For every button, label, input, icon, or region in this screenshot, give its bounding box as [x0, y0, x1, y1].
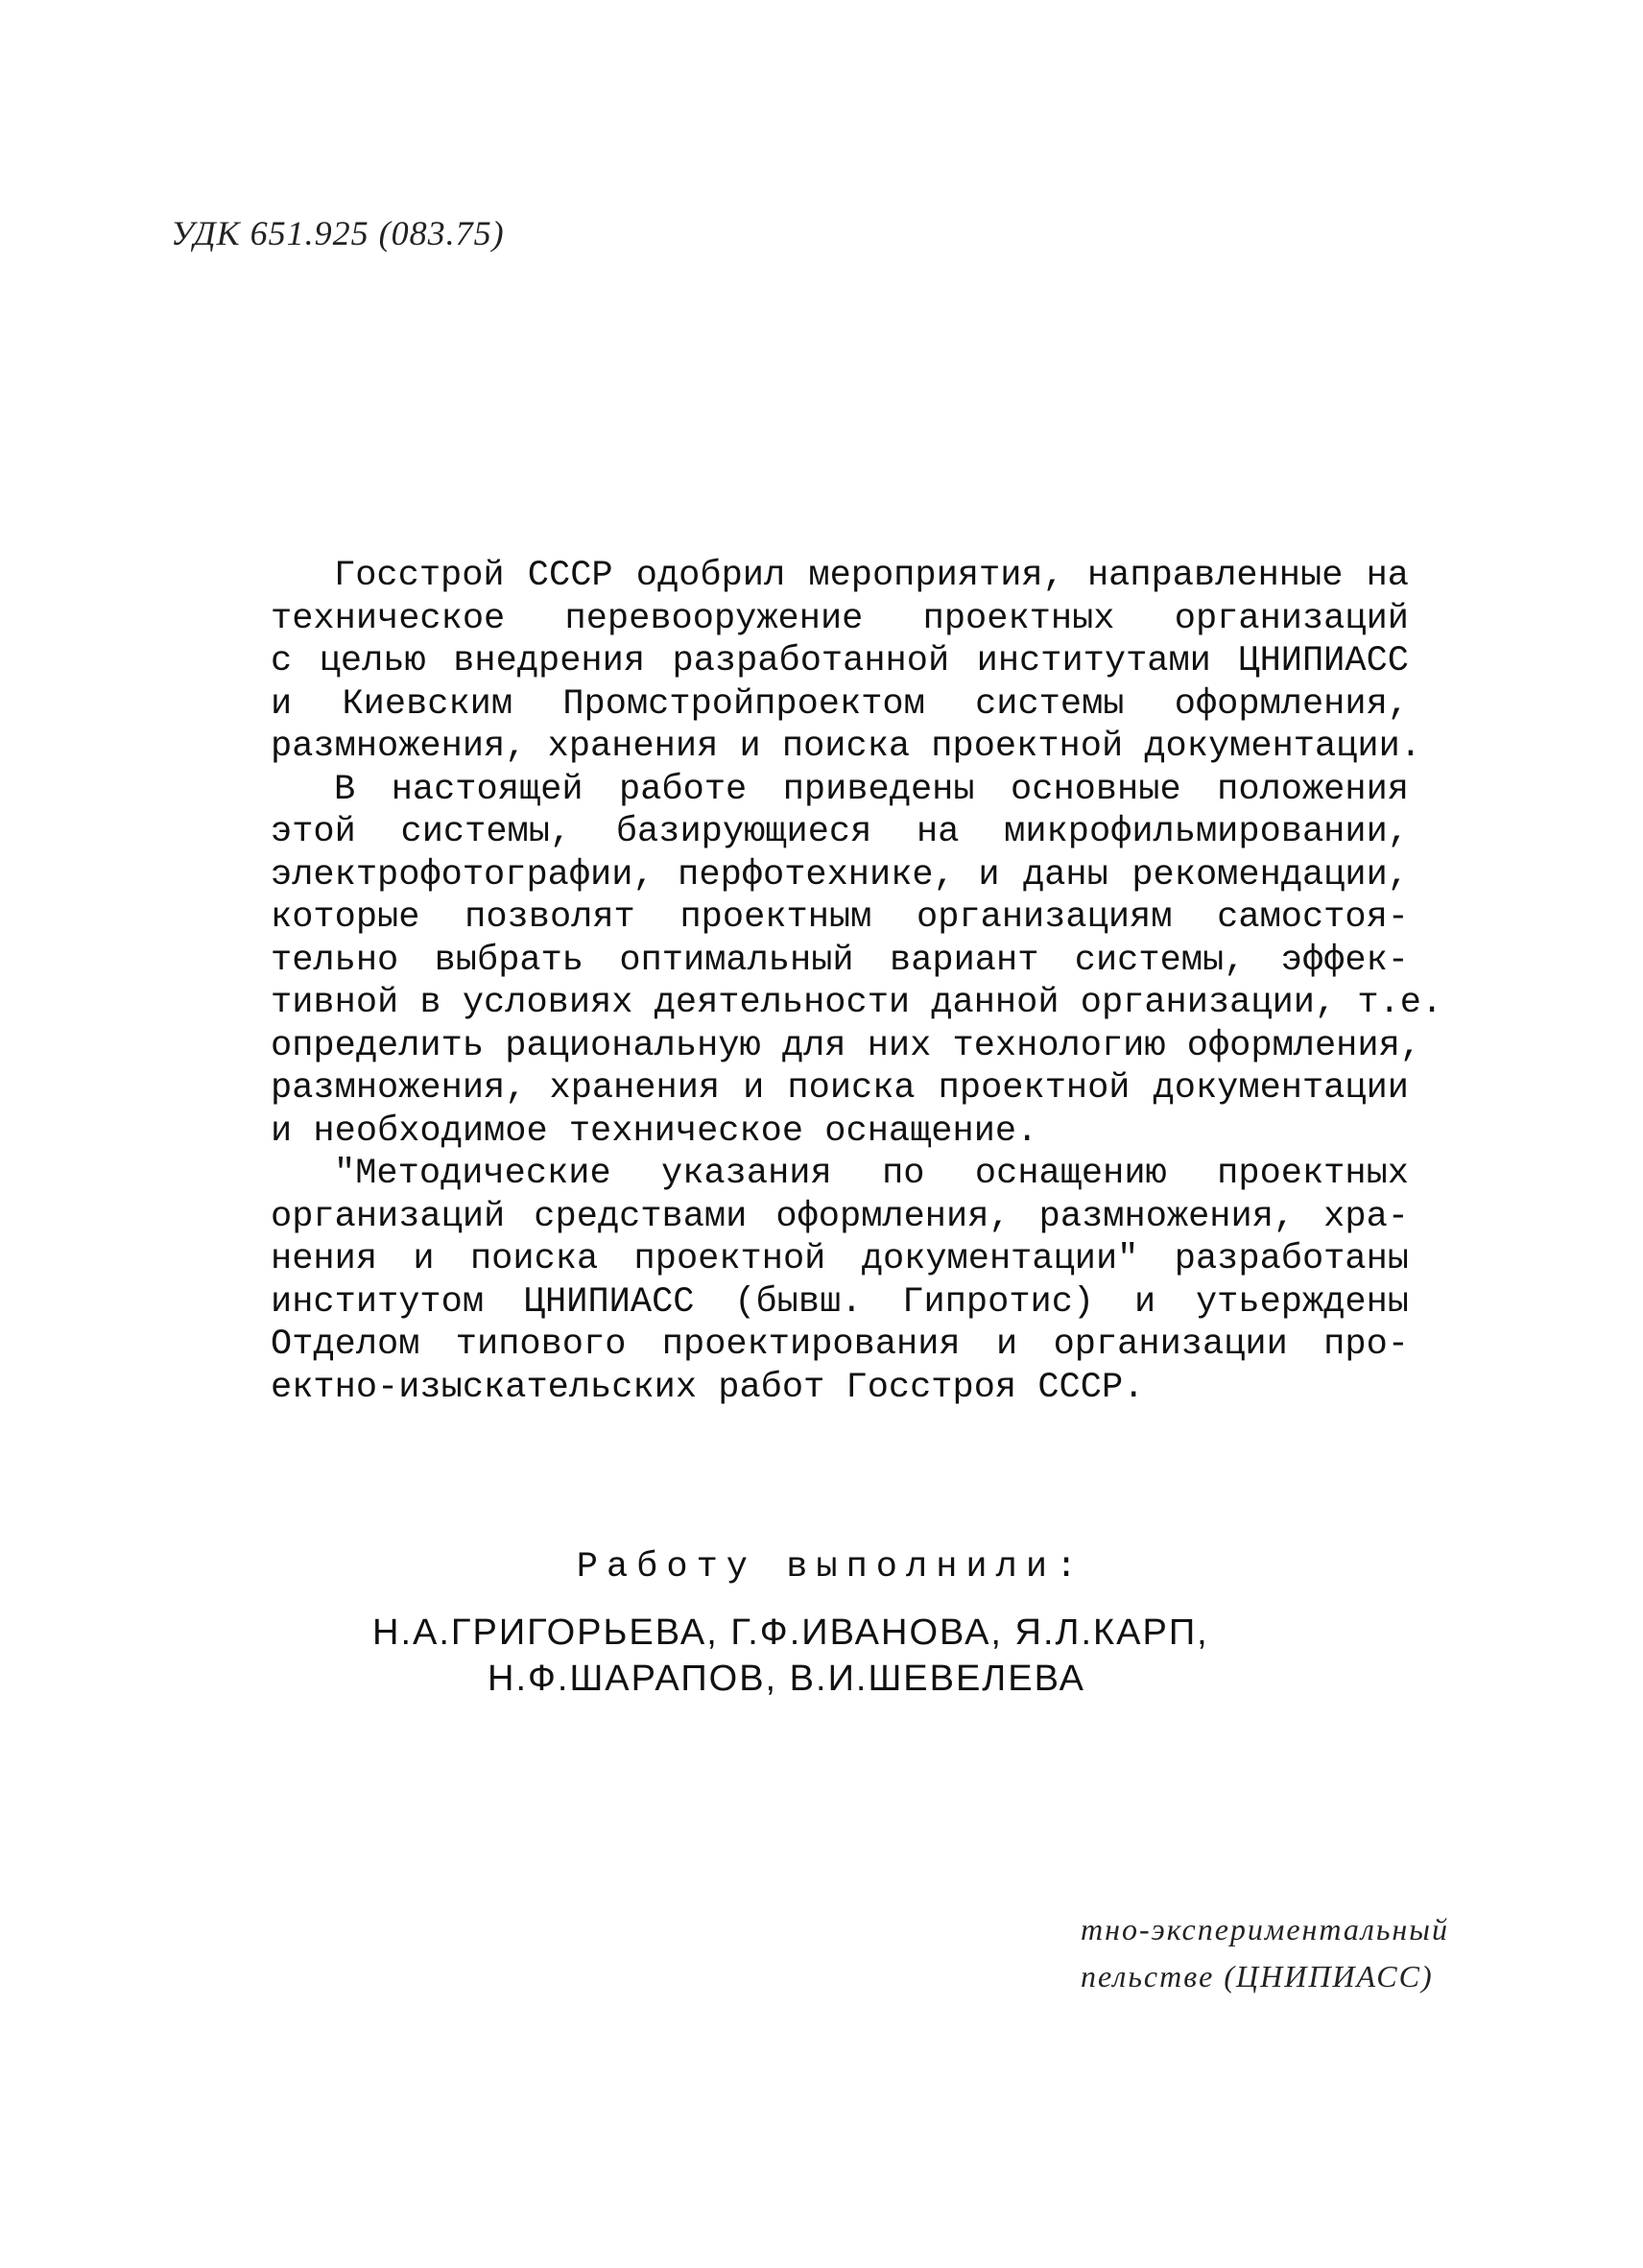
text-line: тивной в условиях деятельности данной организации, т.е.	[271, 983, 1443, 1023]
text-line: и Киевским Промстройпроектом системы оформления,	[271, 683, 1409, 725]
text-line: ектно-изыскательских работ Госстроя СССР.	[271, 1367, 1145, 1408]
footer-fragment-line-1: тно-экспериментальный	[1081, 1912, 1449, 1946]
text-line: "Методические указания по оснащению проектных	[334, 1154, 1409, 1194]
paragraph-1	[271, 555, 1421, 769]
text-line: электрофотографии, перфотехнике, и даны рекомендации,	[271, 854, 1409, 895]
paragraph-3	[271, 1153, 1409, 1409]
text-line: размножения, хранения и поиска проектной документации	[271, 1068, 1409, 1109]
text-line: В настоящей работе приведены основные положения	[334, 769, 1409, 810]
text-line: Госстрой СССР одобрил мероприятия, направленные на	[334, 556, 1409, 596]
main-text	[271, 555, 1443, 1409]
text-line: которые позволят проектным организациям самостоя-	[271, 897, 1409, 938]
text-line: с целью внедрения разработанной институтами ЦНИПИАСС	[271, 641, 1409, 681]
udk-code: УДК 651.925 (083.75)	[171, 214, 505, 252]
paragraph-2	[271, 769, 1443, 1154]
text-line: этой системы, базирующиеся на микрофильмировании,	[271, 812, 1409, 852]
text-line: организаций средствами оформления, размножения, хра-	[271, 1196, 1409, 1237]
footer-fragment-line-2: пельстве (ЦНИПИАСС)	[1081, 1959, 1434, 1993]
text-line: тельно выбрать оптимальный вариант системы, эффек-	[271, 940, 1409, 981]
text-line: нения и поиска проектной документации" разработаны	[271, 1239, 1409, 1279]
authors-names-line-1: Н.А.ГРИГОРЬЕВА, Г.Ф.ИВАНОВА, Я.Л.КАРП,	[372, 1612, 1209, 1653]
text-line: определить рациональную для них технологию оформления,	[271, 1025, 1421, 1066]
text-line: техническое перевооружение проектных организаций	[271, 598, 1409, 639]
text-line: Отделом типового проектирования и организации про-	[271, 1325, 1409, 1365]
text-line: размножения, хранения и поиска проектной документации.	[271, 727, 1421, 767]
authors-names-line-2: Н.Ф.ШАРАПОВ, В.И.ШЕВЕЛЕВА	[488, 1659, 1086, 1699]
text-line: институтом ЦНИПИАСС (бывш. Гипротис) и утьерждены	[271, 1281, 1409, 1323]
authors-heading: Работу выполнили:	[576, 1547, 1086, 1588]
text-line: и необходимое техническое оснащение.	[271, 1110, 1038, 1152]
